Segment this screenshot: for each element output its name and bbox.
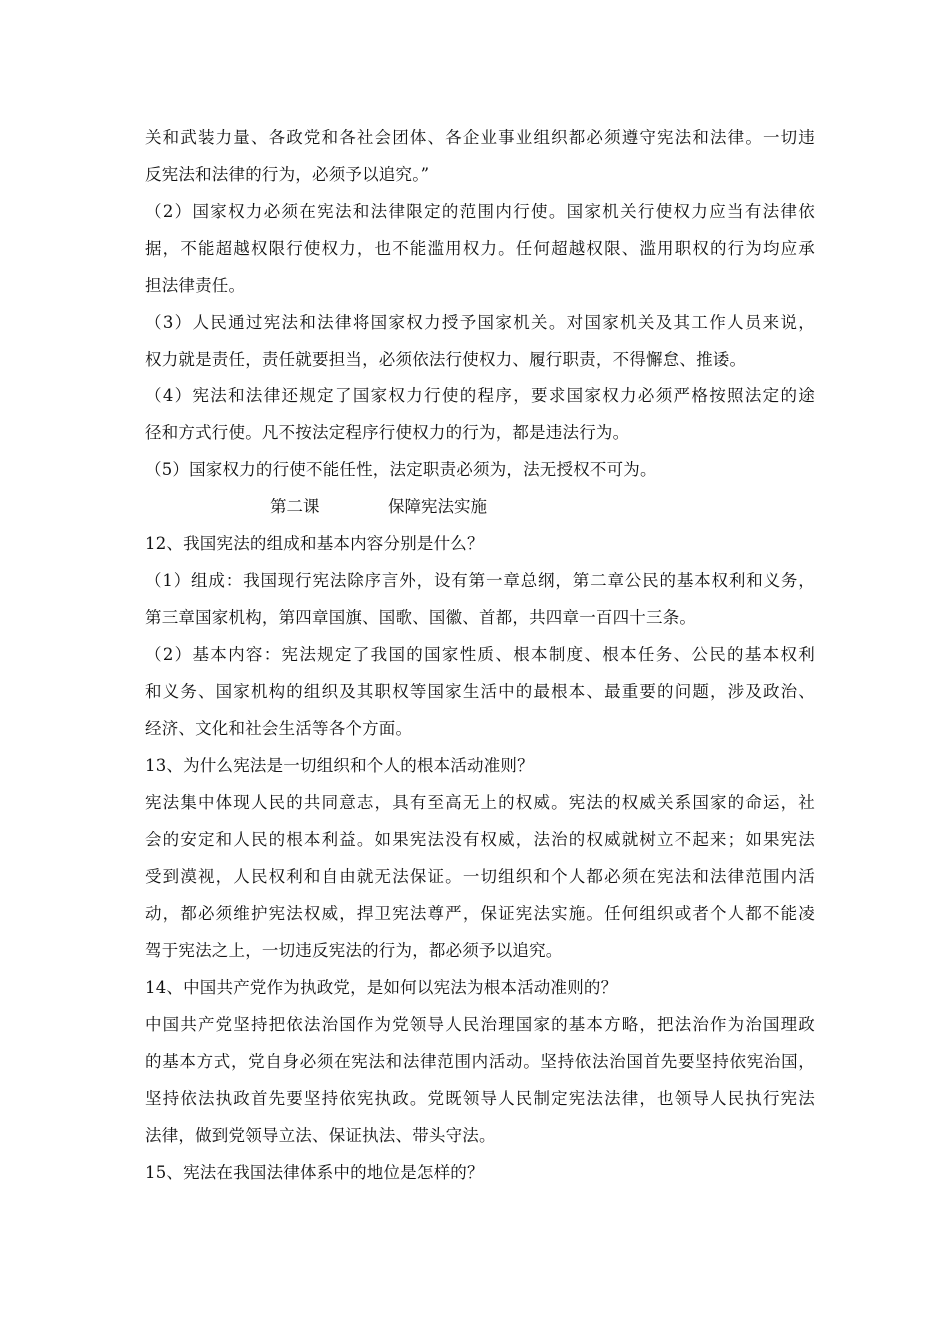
paragraph-line: 据，不能超越权限行使权力，也不能滥用权力。任何超越权限、滥用职权的行为均应承 xyxy=(145,239,815,258)
paragraph-line: 经济、文化和社会生活等各个方面。 xyxy=(145,719,413,738)
paragraph-line: 动，都必须维护宪法权威，捍卫宪法尊严，保证宪法实施。任何组织或者个人都不能凌 xyxy=(145,904,815,923)
paragraph-line: 会的安定和人民的根本利益。如果宪法没有权威，法治的权威就树立不起来；如果宪法 xyxy=(145,830,815,849)
paragraph-line: 和义务、国家机构的组织及其职权等国家生活中的最根本、最重要的问题，涉及政治、 xyxy=(145,682,815,701)
paragraph-line: 的基本方式，党自身必须在宪法和法律范围内活动。坚持依法治国首先要坚持依宪治国， xyxy=(145,1052,815,1071)
paragraph-line: （3）人民通过宪法和法律将国家权力授予国家机关。对国家机关及其工作人员来说， xyxy=(145,313,815,332)
question-heading: 14、中国共产党作为执政党，是如何以宪法为根本活动准则的？ xyxy=(145,978,618,997)
lesson-number: 第二课 xyxy=(270,497,320,516)
question-heading: 13、为什么宪法是一切组织和个人的根本活动准则？ xyxy=(145,756,534,775)
question-heading: 15、宪法在我国法律体系中的地位是怎样的？ xyxy=(145,1163,484,1182)
paragraph-line: （1）组成：我国现行宪法除序言外，设有第一章总纲，第二章公民的基本权利和义务， xyxy=(145,571,815,590)
paragraph-line: 中国共产党坚持把依法治国作为党领导人民治理国家的基本方略，把法治作为治国理政 xyxy=(145,1015,815,1034)
paragraph-line: 法律，做到党领导立法、保证执法、带头守法。 xyxy=(145,1126,496,1145)
paragraph-line: 坚持依法执政首先要坚持依宪执政。党既领导人民制定宪法法律，也领导人民执行宪法 xyxy=(145,1089,815,1108)
paragraph-line: 受到漠视，人民权利和自由就无法保证。一切组织和个人都必须在宪法和法律范围内活 xyxy=(145,867,815,886)
paragraph-line: 关和武装力量、各政党和各社会团体、各企业事业组织都必须遵守宪法和法律。一切违 xyxy=(145,128,815,147)
lesson-title: 保障宪法实施 xyxy=(388,497,487,516)
paragraph-line: （2）基本内容：宪法规定了我国的国家性质、根本制度、根本任务、公民的基本权利 xyxy=(145,645,815,664)
paragraph-line: （5）国家权力的行使不能任性，法定职责必须为，法无授权不可为。 xyxy=(145,460,657,479)
paragraph-line: 驾于宪法之上，一切违反宪法的行为，都必须予以追究。 xyxy=(145,941,563,960)
paragraph-line: 反宪法和法律的行为，必须予以追究。” xyxy=(145,165,430,184)
question-heading: 12、我国宪法的组成和基本内容分别是什么？ xyxy=(145,534,484,553)
paragraph-line: （2）国家权力必须在宪法和法律限定的范围内行使。国家机关行使权力应当有法律依 xyxy=(145,202,815,221)
paragraph-line: 径和方式行使。凡不按法定程序行使权力的行为，都是违法行为。 xyxy=(145,423,630,442)
paragraph-line: （4）宪法和法律还规定了国家权力行使的程序，要求国家权力必须严格按照法定的途 xyxy=(145,386,815,405)
paragraph-line: 担法律责任。 xyxy=(145,276,246,295)
paragraph-line: 第三章国家机构，第四章国旗、国歌、国徽、首都，共四章一百四十三条。 xyxy=(145,608,697,627)
paragraph-line: 权力就是责任，责任就要担当，必须依法行使权力、履行职责，不得懈怠、推诿。 xyxy=(145,350,747,369)
paragraph-line: 宪法集中体现人民的共同意志，具有至高无上的权威。宪法的权威关系国家的命运，社 xyxy=(145,793,815,812)
